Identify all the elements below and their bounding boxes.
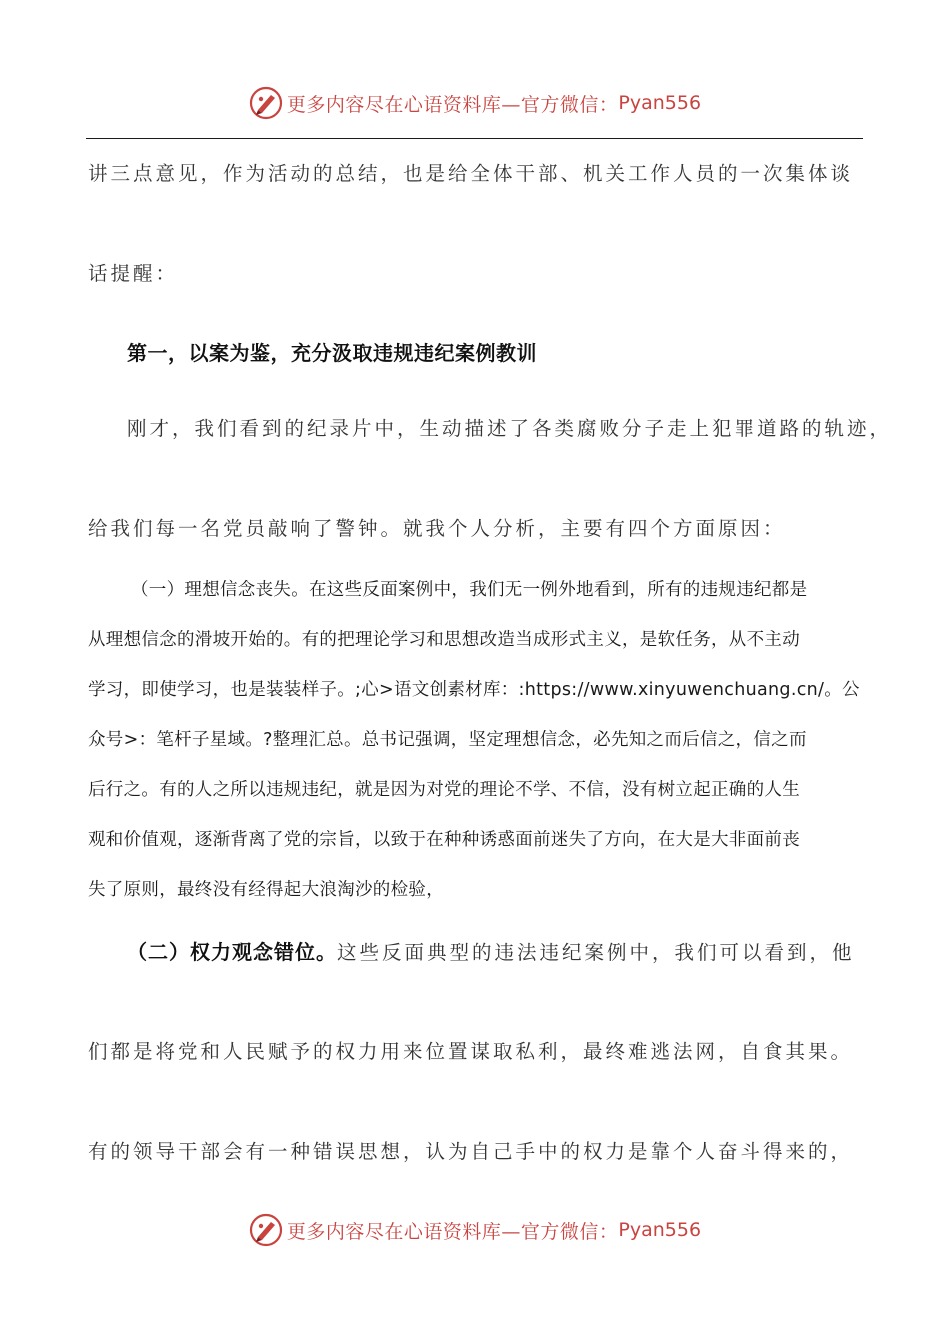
header-banner-text: 更多内容尽在心语资料库—官方微信： xyxy=(286,93,619,116)
section-1-heading: 第一，以案为鉴，充分汲取违规违纪案例教训 xyxy=(127,341,537,365)
header-banner-wechat: Pyan556 xyxy=(618,92,702,114)
header-banner xyxy=(0,83,950,123)
footer-banner-text: 更多内容尽在心语资料库—官方微信： xyxy=(286,1220,619,1243)
point-1-line: 后行之。有的人之所以违规违纪，就是因为对党的理论不学、不信，没有树立起正确的人生 xyxy=(88,780,800,800)
header-divider xyxy=(86,138,863,139)
footer-banner xyxy=(0,1210,950,1250)
point-2-line-3: 有的领导干部会有一种错误思想，认为自己手中的权力是靠个人奋斗得来的， xyxy=(88,1140,854,1163)
paragraph-1-line-1: 刚才，我们看到的纪录片中，生动描述了各类腐败分子走上犯罪道路的轨迹， xyxy=(127,417,893,440)
point-1-line: 众号>：笔杆子星域。?整理汇总。总书记强调，坚定理想信念，必先知之而后信之，信之而 xyxy=(88,730,807,750)
footer-banner-wechat: Pyan556 xyxy=(618,1219,702,1241)
pen-logo-icon xyxy=(249,1213,283,1247)
paragraph-1-line-2: 给我们每一名党员敲响了警钟。就我个人分析，主要有四个方面原因： xyxy=(88,517,786,540)
point-1-line: （一）理想信念丧失。在这些反面案例中，我们无一例外地看到，所有的违规违纪都是 xyxy=(131,580,808,600)
point-2-line-1 xyxy=(127,936,855,965)
point-1-line: 失了原则，最终没有经得起大浪淘沙的检验， xyxy=(88,880,444,900)
point-1-line: 学习，即使学习，也是装装样子。;心>语文创素材库：:https://www.xinyuwenchuang.cn/。公 xyxy=(88,680,860,700)
point-1-line: 观和价值观，逐渐背离了党的宗旨，以致于在种种诱惑面前迷失了方向，在大是大非面前丧 xyxy=(88,830,800,850)
point-1-line: 从理想信念的滑坡开始的。有的把理论学习和思想改造当成形式主义，是软任务，从不主动 xyxy=(88,630,800,650)
point-2-heading: （二）权力观念错位。 xyxy=(127,940,337,964)
point-2-text: 这些反面典型的违法违纪案例中，我们可以看到，他 xyxy=(337,941,855,964)
intro-line-2: 话提醒： xyxy=(88,262,179,285)
pen-logo-icon xyxy=(249,86,283,120)
point-2-line-2: 们都是将党和人民赋予的权力用来位置谋取私利，最终难逃法网，自食其果。 xyxy=(88,1040,854,1063)
intro-line-1: 讲三点意见，作为活动的总结，也是给全体干部、机关工作人员的一次集体谈 xyxy=(88,162,854,185)
